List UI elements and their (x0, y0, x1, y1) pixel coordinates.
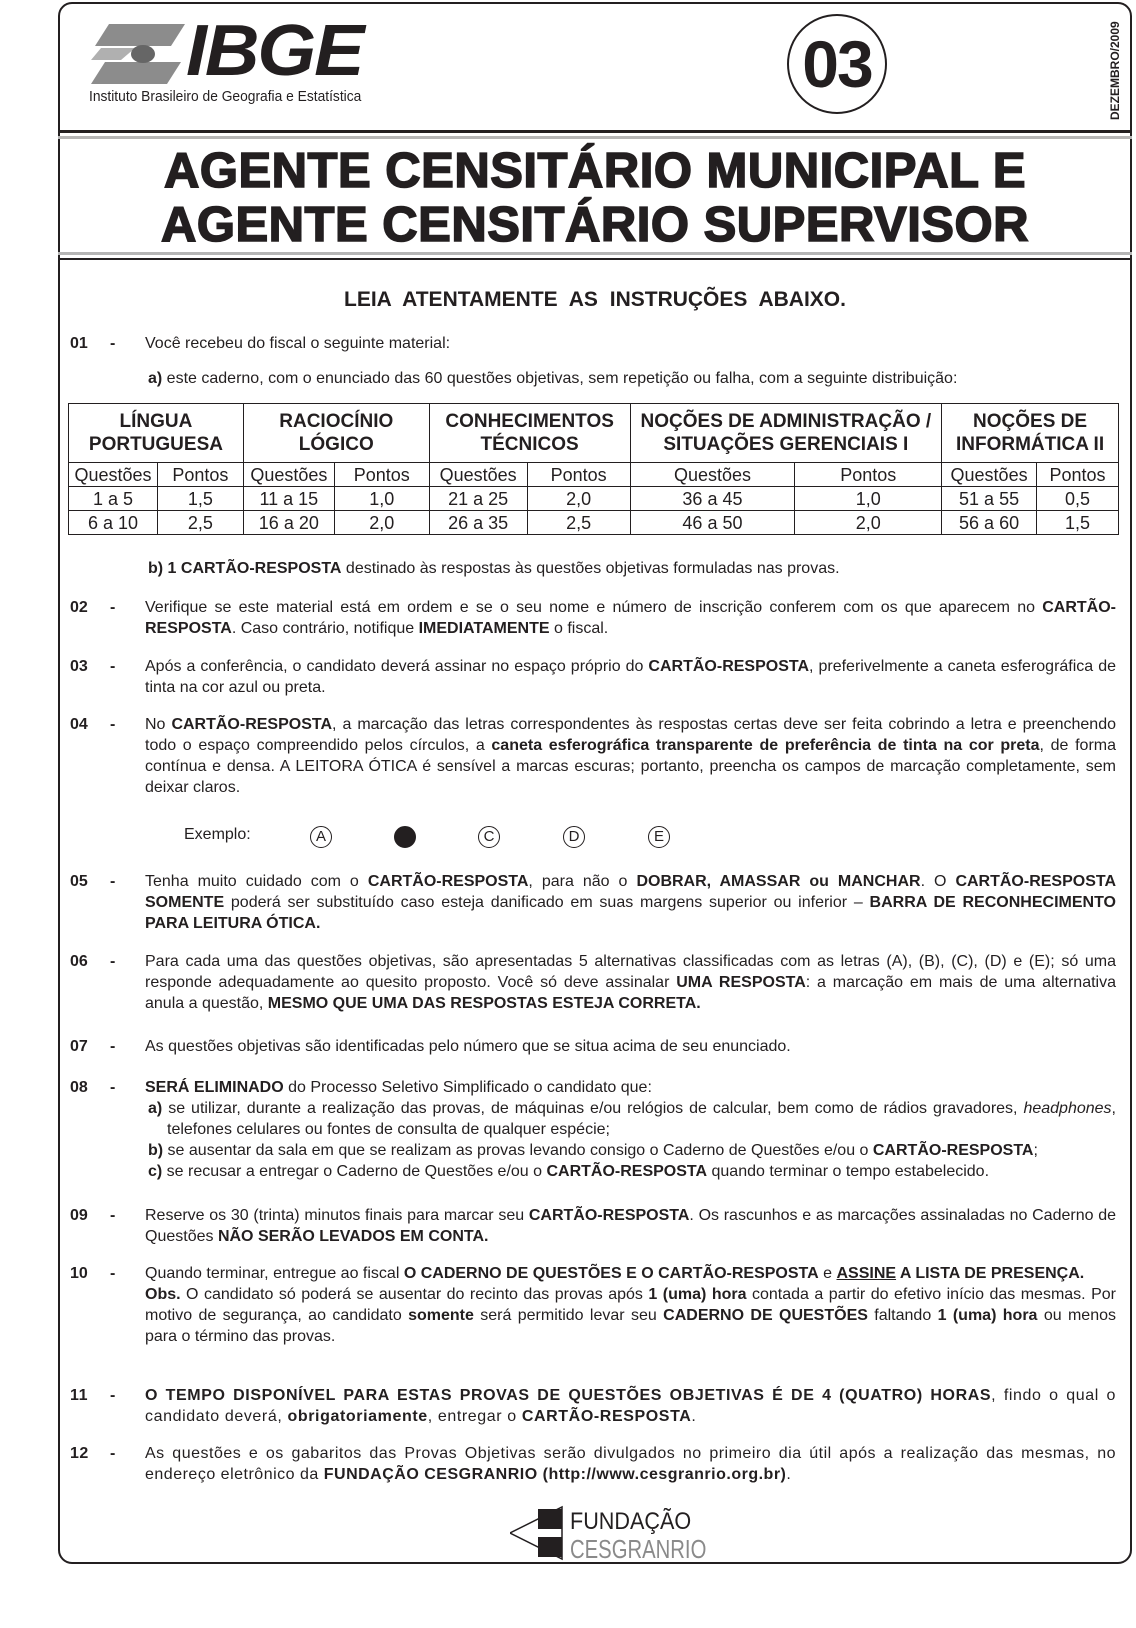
table-col-questions: Questões (69, 463, 158, 487)
table-cell: 16 a 20 (243, 511, 334, 535)
example-option-a-icon: A (310, 826, 332, 848)
table-cell: 2,0 (795, 511, 942, 535)
item-number: 03 (70, 658, 88, 675)
text-segment: . Os rascunhos e as marcações assinaladas no Caderno de Questões (145, 1207, 1117, 1245)
text-segment: FUNDAÇÃO CESGRANRIO (http://www.cesgranrio.org.br) (323, 1466, 787, 1483)
item-number: 05 (70, 873, 88, 890)
item-text (145, 1443, 1116, 1485)
item-number: 08 (70, 1079, 88, 1096)
table-row (69, 487, 1119, 511)
text-segment: obrigatoriamente (287, 1408, 428, 1425)
text-segment: se utilizar, durante a realização das provas, de máquinas e/ou relógios de calcular, bem como de rádios gravadores, (162, 1100, 1024, 1117)
text-segment: este caderno, com o enunciado das 60 questões objetivas, sem repetição ou falha, com a seguinte distribuição: (162, 370, 958, 387)
table-cell: 2,0 (527, 487, 630, 511)
item-dash: - (110, 1079, 116, 1096)
text-segment: , preferivelmente a caneta esferográfica de tinta na cor azul ou preta. (145, 658, 1117, 696)
example-option-d-icon: D (563, 826, 585, 848)
table-subject-header: LÍNGUA PORTUGUESA (69, 404, 244, 463)
text-segment: b) 1 CARTÃO-RESPOSTA (148, 560, 342, 577)
text-segment: b) (148, 1142, 164, 1159)
text-segment: poderá ser substituído caso esteja danificado em suas margens superior ou inferior – (224, 894, 870, 911)
text-segment: Após a conferência, o candidato deverá assinar no espaço próprio do (145, 658, 649, 675)
text-segment: UMA RESPOSTA (676, 974, 806, 991)
text-segment: , a marcação das letras correspondentes às respostas certas deve ser feita cobrindo a letra e preenchendo todo o espaço compreendido pelos círculos, a (145, 716, 1116, 754)
table-cell: 2,5 (527, 511, 630, 535)
text-segment: As questões e os gabaritos das Provas Objetivas serão divulgados no primeiro dia útil após a realização das mesmas, no endereço eletrônico da (145, 1445, 1116, 1483)
item-number: 02 (70, 599, 88, 616)
item-text (145, 714, 1116, 798)
table-cell: 56 a 60 (942, 511, 1037, 535)
table-col-points: Pontos (334, 463, 429, 487)
text-segment: , findo o qual o candidato deverá, (145, 1387, 1116, 1425)
text-segment: 1 (uma) hora (648, 1286, 747, 1303)
text-segment: : a marcação em mais de uma alternativa anula a questão, (145, 974, 1116, 1012)
table-cell: 21 a 25 (429, 487, 527, 511)
instruction-05 (70, 871, 1116, 934)
text-segment: a) (148, 1100, 163, 1117)
text-segment: Para cada uma das questões objetivas, são apresentadas 5 alternativas classificadas com as letras (A), (B), (C), (D) e (E); só uma responde adequadamente ao quesito proposto. Você só deve assinalar (145, 953, 1116, 991)
instruction-12 (70, 1443, 1116, 1485)
text-segment: . O (920, 873, 956, 890)
item-text (145, 1385, 1116, 1427)
instruction-01 (70, 333, 1116, 354)
item-dash: - (110, 1387, 116, 1404)
distribution-table (68, 403, 1119, 535)
text-segment: A LISTA DE PRESENÇA. (896, 1265, 1085, 1282)
item-dash: - (110, 658, 116, 675)
item-dash: - (110, 953, 116, 970)
instructions-heading: LEIA ATENTAMENTE AS INSTRUÇÕES ABAIXO. (344, 288, 846, 311)
table-col-points: Pontos (795, 463, 942, 487)
text-segment: ASSINE (836, 1265, 897, 1282)
text-segment: Quando terminar, entregue ao fiscal (145, 1265, 404, 1282)
instruction-08-subitems (148, 1098, 1116, 1182)
table-cell: 1,5 (1037, 511, 1119, 535)
instruction-02 (70, 597, 1116, 639)
table-cell: 1,0 (795, 487, 942, 511)
table-cell: 2,0 (334, 511, 429, 535)
text-segment: caneta esferográfica transparente de preferência de tinta na cor preta (491, 737, 1040, 754)
item-dash: - (110, 716, 116, 733)
instruction-11 (70, 1385, 1116, 1427)
text-segment: BARRA DE RECONHECIMENTO PARA LEITURA ÓTICA. (145, 894, 1116, 932)
table-subject-header: NOÇÕES DE INFORMÁTICA II (942, 404, 1119, 463)
page-title-line2: AGENTE CENSITÁRIO SUPERVISOR (160, 198, 1029, 252)
item-number: 01 (70, 335, 88, 352)
cesgranrio-logo-line1: FUNDAÇÃO (570, 1508, 692, 1535)
table-col-questions: Questões (429, 463, 527, 487)
item-text (145, 1205, 1116, 1247)
text-segment: faltando (867, 1307, 938, 1324)
example-option-b-icon (394, 826, 416, 848)
item-number: 09 (70, 1207, 88, 1224)
text-segment: , de forma contínua e densa. A LEITORA ÓTICA é sensível a marcas escuras; portanto, preencha os campos de marcação completamente, sem deixar claros. (145, 737, 1116, 796)
text-segment: ; (1033, 1142, 1038, 1159)
text-segment: ou menos para o término das provas. (145, 1307, 1117, 1345)
text-segment: CARTÃO-RESPOSTA (872, 1142, 1034, 1159)
text-segment: . Caso contrário, notifique (231, 620, 419, 637)
item-number: 11 (70, 1387, 89, 1404)
text-segment: O CADERNO DE QUESTÕES E O CARTÃO-RESPOSTA (403, 1265, 819, 1282)
text-segment: NÃO SERÃO LEVADOS EM CONTA. (217, 1228, 489, 1245)
item-dash: - (110, 599, 116, 616)
instruction-04 (70, 714, 1116, 798)
text-segment: Obs. (145, 1286, 181, 1303)
text-segment: somente (408, 1307, 474, 1324)
text-segment: . (786, 1466, 792, 1483)
table-cell: 51 a 55 (942, 487, 1037, 511)
table-col-questions: Questões (630, 463, 795, 487)
text-segment: CARTÃO-RESPOSTA (528, 1207, 690, 1224)
table-subject-header: CONHECIMENTOS TÉCNICOS (429, 404, 630, 463)
text-segment: se recusar a entregar o Caderno de Questões e/ou o (162, 1163, 547, 1180)
item-text (145, 1263, 1116, 1284)
text-segment: Você recebeu do fiscal o seguinte material: (145, 335, 451, 352)
subitem (148, 1161, 1116, 1182)
text-segment: CARTÃO-RESPOSTA (521, 1408, 692, 1425)
item-text (145, 1036, 1116, 1057)
text-segment: O TEMPO DISPONÍVEL PARA ESTAS PROVAS DE QUESTÕES OBJETIVAS É DE 4 (QUATRO) HORAS (145, 1387, 992, 1404)
subitem (148, 1140, 1116, 1161)
text-segment: contada a partir do efetivo início das mesmas. Por motivo de segurança, ao candidato (145, 1286, 1117, 1324)
instruction-01-a (148, 370, 1116, 388)
table-subject-header: RACIOCÍNIO LÓGICO (243, 404, 429, 463)
text-segment: CARTÃO-RESPOSTA (648, 658, 810, 675)
table-cell: 1 a 5 (69, 487, 158, 511)
text-segment: c) (148, 1163, 163, 1180)
table-col-points: Pontos (527, 463, 630, 487)
table-cell: 2,5 (157, 511, 243, 535)
text-segment: , para não o (528, 873, 637, 890)
instruction-07 (70, 1036, 1116, 1057)
exam-date: DEZEMBRO/2009 (1108, 21, 1122, 120)
table-cell: 11 a 15 (243, 487, 334, 511)
text-segment: Verifique se este material está em ordem e se o seu nome e número de inscrição conferem com os que aparecem no (145, 599, 1043, 616)
table-col-questions: Questões (942, 463, 1037, 487)
instruction-09 (70, 1205, 1116, 1247)
text-segment: headphones (1023, 1100, 1112, 1117)
text-segment: Tenha muito cuidado com o (145, 873, 368, 890)
text-segment: , entregar o (427, 1408, 522, 1425)
example-option-e-icon: E (648, 826, 670, 848)
item-text (145, 871, 1116, 934)
instruction-06 (70, 951, 1116, 1014)
exam-number: 03 (787, 14, 887, 114)
table-col-points: Pontos (157, 463, 243, 487)
text-segment: CARTÃO-RESPOSTA (367, 873, 529, 890)
text-segment: CADERNO DE QUESTÕES (663, 1307, 868, 1324)
table-subject-header: NOÇÕES DE ADMINISTRAÇÃO / SITUAÇÕES GERENCIAIS I (630, 404, 942, 463)
text-segment: . (691, 1408, 697, 1425)
text-segment: se ausentar da sala em que se realizam as provas levando consigo o Caderno de Questões e/ou o (163, 1142, 873, 1159)
instruction-08 (70, 1077, 1116, 1098)
institute-name: Instituto Brasileiro de Geografia e Estatística (89, 88, 362, 105)
text-segment: CARTÃO-RESPOSTA (546, 1163, 708, 1180)
text-segment: , telefones celulares ou fontes de consulta de qualquer espécie; (167, 1100, 1116, 1138)
item-text (145, 333, 1116, 354)
text-segment: o fiscal. (549, 620, 609, 637)
table-cell: 1,0 (334, 487, 429, 511)
instruction-10 (70, 1263, 1116, 1347)
text-segment: a) (148, 370, 163, 387)
item-dash: - (110, 335, 116, 352)
text-segment: e (818, 1265, 837, 1282)
item-text (145, 597, 1116, 639)
item-number: 07 (70, 1038, 88, 1055)
item-dash: - (110, 1445, 116, 1462)
divider (58, 258, 1132, 260)
page-title-line1: AGENTE CENSITÁRIO MUNICIPAL E (163, 144, 1027, 198)
text-segment: destinado às respostas às questões objetivas formuladas nas provas. (341, 560, 840, 577)
item-text (145, 951, 1116, 1014)
item-dash: - (110, 1207, 116, 1224)
cesgranrio-logo-line2: CESGRANRIO (570, 1534, 707, 1564)
divider (58, 130, 1132, 133)
text-segment: 1 (uma) hora (937, 1307, 1038, 1324)
table-cell: 26 a 35 (429, 511, 527, 535)
item-obs (145, 1284, 1116, 1347)
table-cell: 1,5 (157, 487, 243, 511)
subitem (148, 1098, 1116, 1140)
text-segment: SERÁ ELIMINADO (145, 1079, 284, 1096)
divider (58, 136, 1132, 139)
item-text (145, 1077, 1116, 1098)
example-option-c-icon: C (478, 826, 500, 848)
text-segment: Reserve os 30 (trinta) minutos finais para marcar seu (145, 1207, 529, 1224)
text-segment: O candidato só poderá se ausentar do recinto das provas após (180, 1286, 649, 1303)
text-segment: quando terminar o tempo estabelecido. (707, 1163, 990, 1180)
item-number: 04 (70, 716, 88, 733)
table-cell: 36 a 45 (630, 487, 795, 511)
ibge-logo-text: IBGE (186, 11, 363, 91)
instruction-03 (70, 656, 1116, 698)
text-segment: DOBRAR, AMASSAR ou MANCHAR (636, 873, 921, 890)
table-col-points: Pontos (1037, 463, 1119, 487)
text-segment: No (145, 716, 172, 733)
text-segment: IMEDIATAMENTE (418, 620, 550, 637)
text-segment: CARTÃO-RESPOSTA SOMENTE (145, 873, 1117, 911)
table-cell: 0,5 (1037, 487, 1119, 511)
table-col-questions: Questões (243, 463, 334, 487)
text-segment: será permitido levar seu (473, 1307, 664, 1324)
instruction-01-b (148, 560, 840, 578)
example-label: Exemplo: (184, 826, 251, 843)
text-segment: MESMO QUE UMA DAS RESPOSTAS ESTEJA CORRETA. (267, 995, 701, 1012)
text-segment: CARTÃO-RESPOSTA (145, 599, 1116, 637)
item-number: 10 (70, 1265, 88, 1282)
text-segment: CARTÃO-RESPOSTA (171, 716, 333, 733)
table-cell: 6 a 10 (69, 511, 158, 535)
item-dash: - (110, 1038, 116, 1055)
item-dash: - (110, 873, 116, 890)
ibge-logo-icon (91, 24, 185, 84)
text-segment: As questões objetivas são identificadas pelo número que se situa acima de seu enunciado. (145, 1038, 791, 1055)
text-segment: do Processo Seletivo Simplificado o candidato que: (283, 1079, 652, 1096)
item-text (145, 656, 1116, 698)
table-cell: 46 a 50 (630, 511, 795, 535)
item-number: 06 (70, 953, 88, 970)
table-row (69, 511, 1119, 535)
item-number: 12 (70, 1445, 89, 1462)
item-dash: - (110, 1265, 116, 1282)
divider (58, 252, 1132, 255)
cesgranrio-logo-icon (510, 1505, 564, 1561)
